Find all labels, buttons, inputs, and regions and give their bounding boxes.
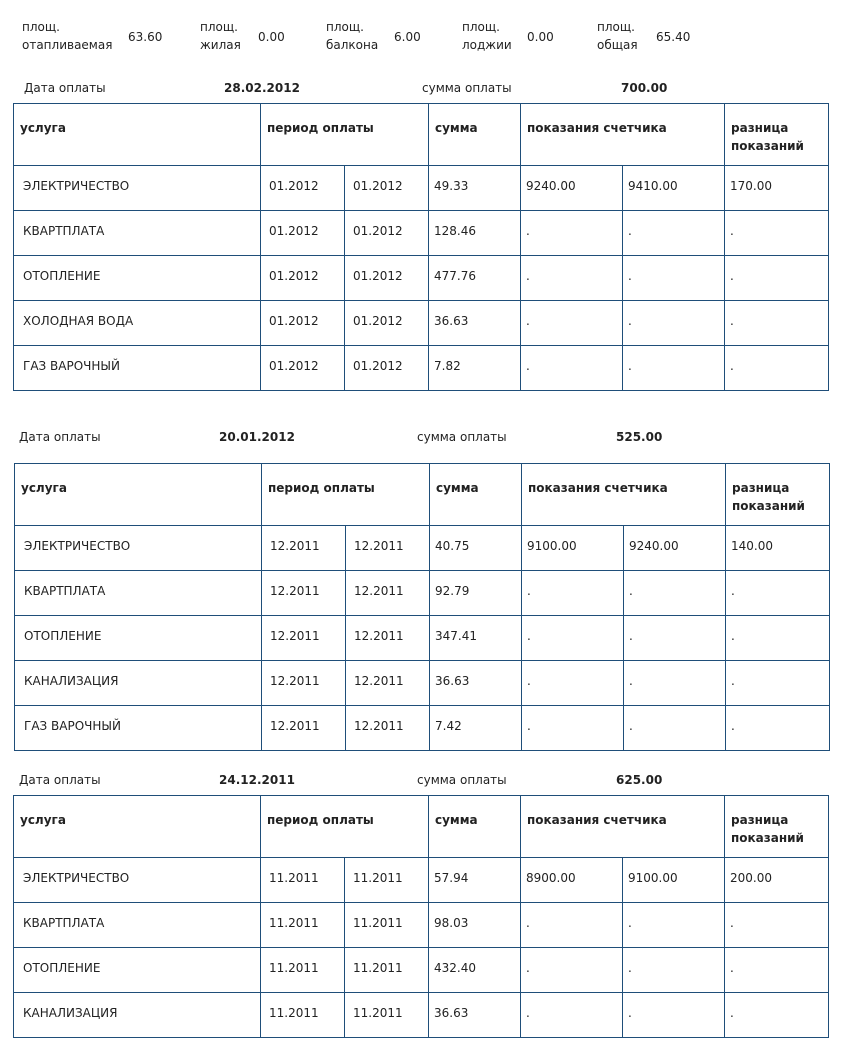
cell-period-from: 01.2012 (261, 346, 345, 391)
cell-service: ЭЛЕКТРИЧЕСТВО (15, 526, 262, 571)
cell-meter-prev: 9100.00 (522, 526, 624, 571)
table-row (14, 346, 829, 391)
cell-meter-curr: . (623, 301, 725, 346)
area-value-loggia: 0.00 (527, 30, 554, 44)
cell-diff: . (725, 903, 829, 948)
cell-meter-prev: . (521, 948, 623, 993)
cell-period-to: 11.2011 (345, 948, 429, 993)
cell-sum: 92.79 (430, 571, 522, 616)
cell-period-from: 01.2012 (261, 301, 345, 346)
table-row (15, 661, 830, 706)
cell-diff: 140.00 (726, 526, 830, 571)
cell-diff: . (726, 616, 830, 661)
cell-period-from: 11.2011 (261, 903, 345, 948)
cell-meter-curr: . (623, 346, 725, 391)
pay-sum-value: 625.00 (616, 773, 663, 787)
cell-meter-curr: . (624, 616, 726, 661)
cell-period-to: 12.2011 (346, 616, 430, 661)
cell-period-to: 12.2011 (346, 661, 430, 706)
cell-sum: 7.42 (430, 706, 522, 751)
table-header-row (14, 104, 829, 166)
cell-meter-prev: 9240.00 (521, 166, 623, 211)
cell-meter-curr: . (623, 993, 725, 1038)
cell-diff: . (725, 948, 829, 993)
header-period: период оплаты (261, 796, 429, 858)
cell-diff: . (725, 211, 829, 256)
cell-sum: 40.75 (430, 526, 522, 571)
cell-sum: 36.63 (430, 661, 522, 706)
cell-service: ГАЗ ВАРОЧНЫЙ (15, 706, 262, 751)
header-meter: показания счетчика (522, 464, 726, 526)
pay-date-value: 28.02.2012 (224, 81, 300, 95)
payment-header (0, 78, 856, 98)
area-value-heated: 63.60 (128, 30, 163, 44)
cell-sum: 128.46 (429, 211, 521, 256)
cell-period-from: 12.2011 (262, 616, 346, 661)
cell-service: ХОЛОДНАЯ ВОДА (14, 301, 261, 346)
cell-period-from: 11.2011 (261, 858, 345, 903)
cell-sum: 36.63 (429, 301, 521, 346)
cell-meter-prev: . (521, 301, 623, 346)
cell-service: ОТОПЛЕНИЕ (14, 256, 261, 301)
area-label-loggia: площ. лоджии (462, 20, 512, 52)
cell-meter-prev: . (522, 706, 624, 751)
table-row (14, 256, 829, 301)
cell-service: КВАРТПЛАТА (14, 903, 261, 948)
cell-period-from: 01.2012 (261, 166, 345, 211)
cell-meter-curr: . (623, 256, 725, 301)
payment-table (14, 463, 830, 751)
cell-diff: 200.00 (725, 858, 829, 903)
cell-period-from: 01.2012 (261, 211, 345, 256)
pay-sum-value: 700.00 (621, 81, 668, 95)
cell-sum: 36.63 (429, 993, 521, 1038)
cell-period-from: 11.2011 (261, 993, 345, 1038)
table-header-row (14, 796, 829, 858)
cell-service: ЭЛЕКТРИЧЕСТВО (14, 166, 261, 211)
area-label-heated: площ. отапливаемая (22, 20, 113, 52)
table-header-row (15, 464, 830, 526)
area-label-balcony: площ. балкона (326, 20, 379, 52)
cell-meter-curr: . (624, 571, 726, 616)
cell-meter-prev: . (521, 993, 623, 1038)
payment-table (13, 103, 829, 391)
cell-sum: 477.76 (429, 256, 521, 301)
cell-diff: . (725, 993, 829, 1038)
cell-sum: 347.41 (430, 616, 522, 661)
header-service: услуга (14, 796, 261, 858)
header-sum: сумма (430, 464, 522, 526)
payment-table (13, 795, 829, 1038)
header-diff: разница показаний (725, 104, 829, 166)
cell-period-to: 11.2011 (345, 903, 429, 948)
pay-sum-value: 525.00 (616, 430, 663, 444)
table-row (14, 948, 829, 993)
pay-sum-label: сумма оплаты (417, 430, 507, 444)
cell-sum: 57.94 (429, 858, 521, 903)
area-summary (22, 18, 822, 58)
cell-meter-prev: . (522, 616, 624, 661)
cell-period-from: 12.2011 (262, 571, 346, 616)
table-row (14, 993, 829, 1038)
pay-date-label: Дата оплаты (19, 430, 101, 444)
cell-meter-prev: . (521, 346, 623, 391)
cell-period-to: 01.2012 (345, 166, 429, 211)
cell-sum: 98.03 (429, 903, 521, 948)
cell-sum: 432.40 (429, 948, 521, 993)
cell-period-to: 11.2011 (345, 993, 429, 1038)
cell-service: КВАРТПЛАТА (14, 211, 261, 256)
pay-date-value: 24.12.2011 (219, 773, 295, 787)
area-value-living: 0.00 (258, 30, 285, 44)
cell-meter-curr: . (624, 661, 726, 706)
cell-service: ОТОПЛЕНИЕ (14, 948, 261, 993)
cell-service: ОТОПЛЕНИЕ (15, 616, 262, 661)
cell-service: КАНАЛИЗАЦИЯ (14, 993, 261, 1038)
pay-date-value: 20.01.2012 (219, 430, 295, 444)
cell-period-to: 12.2011 (346, 526, 430, 571)
header-service: услуга (15, 464, 262, 526)
table-row (14, 858, 829, 903)
cell-meter-prev: . (521, 903, 623, 948)
payment-header (0, 770, 856, 790)
cell-service: КАНАЛИЗАЦИЯ (15, 661, 262, 706)
header-diff: разница показаний (725, 796, 829, 858)
cell-period-from: 12.2011 (262, 526, 346, 571)
cell-period-from: 01.2012 (261, 256, 345, 301)
cell-meter-prev: . (522, 571, 624, 616)
area-value-total: 65.40 (656, 30, 691, 44)
cell-service: ЭЛЕКТРИЧЕСТВО (14, 858, 261, 903)
cell-period-to: 01.2012 (345, 256, 429, 301)
cell-diff: 170.00 (725, 166, 829, 211)
cell-service: ГАЗ ВАРОЧНЫЙ (14, 346, 261, 391)
cell-period-to: 01.2012 (345, 301, 429, 346)
cell-period-from: 12.2011 (262, 706, 346, 751)
header-period: период оплаты (261, 104, 429, 166)
header-diff: разница показаний (726, 464, 830, 526)
header-meter: показания счетчика (521, 104, 725, 166)
header-period: период оплаты (262, 464, 430, 526)
pay-date-label: Дата оплаты (24, 81, 106, 95)
header-meter: показания счетчика (521, 796, 725, 858)
cell-meter-curr: . (623, 948, 725, 993)
cell-diff: . (725, 256, 829, 301)
cell-meter-prev: . (521, 256, 623, 301)
cell-sum: 49.33 (429, 166, 521, 211)
cell-meter-curr: . (624, 706, 726, 751)
header-sum: сумма (429, 104, 521, 166)
cell-meter-prev: 8900.00 (521, 858, 623, 903)
header-sum: сумма (429, 796, 521, 858)
cell-period-from: 12.2011 (262, 661, 346, 706)
cell-diff: . (726, 661, 830, 706)
pay-date-label: Дата оплаты (19, 773, 101, 787)
table-row (15, 706, 830, 751)
table-row (15, 571, 830, 616)
cell-period-to: 12.2011 (346, 571, 430, 616)
cell-meter-curr: 9410.00 (623, 166, 725, 211)
cell-period-to: 01.2012 (345, 346, 429, 391)
cell-period-from: 11.2011 (261, 948, 345, 993)
header-service: услуга (14, 104, 261, 166)
cell-sum: 7.82 (429, 346, 521, 391)
cell-diff: . (725, 346, 829, 391)
area-label-living: площ. жилая (200, 20, 241, 52)
cell-meter-prev: . (522, 661, 624, 706)
area-label-total: площ. общая (597, 20, 638, 52)
payment-header (0, 427, 856, 447)
cell-period-to: 01.2012 (345, 211, 429, 256)
pay-sum-label: сумма оплаты (417, 773, 507, 787)
pay-sum-label: сумма оплаты (422, 81, 512, 95)
cell-period-to: 11.2011 (345, 858, 429, 903)
cell-diff: . (725, 301, 829, 346)
cell-diff: . (726, 706, 830, 751)
table-row (14, 211, 829, 256)
cell-meter-prev: . (521, 211, 623, 256)
cell-diff: . (726, 571, 830, 616)
table-row (15, 526, 830, 571)
cell-meter-curr: 9100.00 (623, 858, 725, 903)
cell-meter-curr: . (623, 211, 725, 256)
table-row (15, 616, 830, 661)
table-row (14, 903, 829, 948)
cell-meter-curr: . (623, 903, 725, 948)
cell-period-to: 12.2011 (346, 706, 430, 751)
area-value-balcony: 6.00 (394, 30, 421, 44)
table-row (14, 301, 829, 346)
cell-meter-curr: 9240.00 (624, 526, 726, 571)
cell-service: КВАРТПЛАТА (15, 571, 262, 616)
table-row (14, 166, 829, 211)
